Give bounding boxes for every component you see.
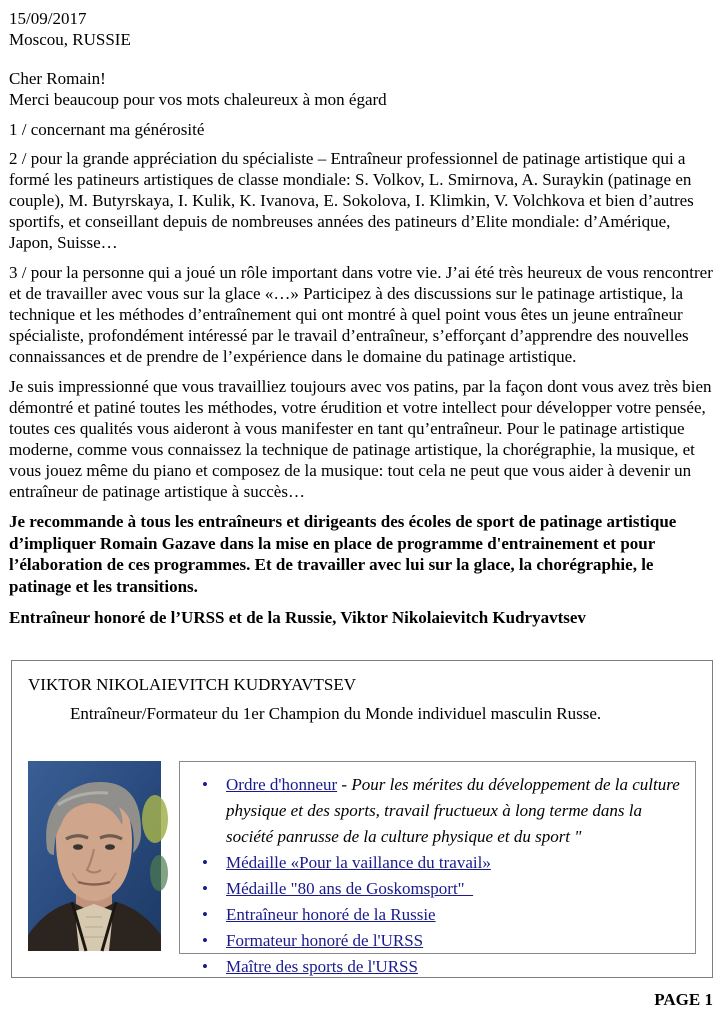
letter-location: Moscou, RUSSIE bbox=[9, 30, 131, 49]
salutation-block bbox=[9, 68, 714, 110]
bio-row bbox=[28, 761, 696, 976]
honor-link-entraineur-russie[interactable]: Entraîneur honoré de la Russie bbox=[226, 904, 436, 924]
honor-item-ordre bbox=[226, 772, 687, 850]
honor-link-medaille-vaillance[interactable]: Médaille «Pour la vaillance du travail» bbox=[226, 852, 491, 872]
letter-date: 15/09/2017 bbox=[9, 9, 87, 28]
page-number: PAGE 1 bbox=[654, 989, 713, 1009]
honor-link-medaille-goskomsport[interactable]: Médaille "80 ans de Goskomsport" bbox=[226, 878, 474, 898]
honor-link-formateur-urss[interactable]: Formateur honoré de l'URSS bbox=[226, 930, 424, 950]
salutation: Cher Romain! bbox=[9, 69, 106, 88]
honor-item-entraineur-russie bbox=[226, 902, 687, 928]
honor-link-maitre-sports[interactable]: Maître des sports de l'URSS bbox=[226, 956, 418, 976]
letter-header bbox=[9, 8, 714, 50]
recommendation-paragraph: Je recommande à tous les entraîneurs et dirigeants des écoles de sport de patinage artistique d’impliquer Romain Gazave dans la mise en place de programme d'entrainement et pour l’élaboration de ces programmes. Et de travailler avec lui sur la glace, la chorégraphie, le patinage et les transitions. bbox=[9, 512, 677, 596]
signature-line: Entraîneur honoré de l’URSS et de la Russie, Viktor Nikolaievitch Kudryavtsev bbox=[9, 608, 586, 627]
bio-subtitle: Entraîneur/Formateur du 1er Champion du Monde individuel masculin Russe. bbox=[70, 703, 602, 723]
honor-link-ordre[interactable]: Ordre d'honneur bbox=[226, 774, 338, 794]
honor-item-medaille-goskomsport bbox=[226, 876, 687, 902]
paragraph-impression: Je suis impressionné que vous travailliez toujours avec vos patins, par la façon dont vous avez très bien démontré et patiné toutes les méthodes, votre érudition et votre intellect pour développer votre pensée, toutes ces qualités vous aideront à vous manifester en tant qu’entraîneur. Pour le patinage artistique moderne, comme vous connaissez la technique de patinage artistique, la chorégraphie, la musique, et vous jouez même du piano et composez de la musique: tout cela ne peut que vous aider à devenir un entraîneur de patinage artistique à succès… bbox=[9, 377, 712, 501]
point-1: 1 / concernant ma générosité bbox=[9, 120, 205, 139]
honors-list bbox=[192, 772, 687, 980]
honor-item-maitre-sports bbox=[226, 954, 687, 980]
bio-title: VIKTOR NIKOLAIEVITCH KUDRYAVTSEV bbox=[28, 674, 357, 694]
honor-description: Pour les mérites du développement de la culture physique et des sports, travail fructueux à long terme dans la société panrusse de la culture physique et du sport " bbox=[226, 774, 680, 846]
point-2: 2 / pour la grande appréciation du spécialiste – Entraîneur professionnel de patinage artistique qui a formé les patineurs artistiques de classe mondiale: S. Volkov, L. Smirnova, A. Suraykin (patinage en couple), M. Butyrskaya, I. Kulik, K. Ivanova, E. Sokolova, I. Klimkin, V. Volchkova et bien d’autres sportifs, et conseillant depuis de nombreuses années des patineurs d’Elite mondiale: d’Amérique, Japon, Suisse… bbox=[9, 149, 694, 252]
honors-box bbox=[179, 761, 696, 976]
bio-box bbox=[11, 660, 713, 978]
portrait-photo bbox=[28, 761, 161, 951]
thanks-line: Merci beaucoup pour vos mots chaleureux à mon égard bbox=[9, 90, 387, 109]
point-3: 3 / pour la personne qui a joué un rôle important dans votre vie. J’ai été très heureux de vous rencontrer et de travailler avec vous sur la glace «…» Participez à des discussions sur le patinage artistique, la technique et les méthodes d’entraînement qui ont montré à quel point vous êtes un jeune entraîneur spécialiste, profondément intéressé par le travail d’entraîneur, s’efforçant d’apprendre des nouvelles connaissances et de prendre de l’expérience dans le domaine du patinage artistique. bbox=[9, 263, 713, 366]
honor-separator: - bbox=[337, 774, 352, 794]
honor-item-formateur-urss bbox=[226, 928, 687, 954]
portrait-illustration bbox=[28, 761, 161, 951]
honor-item-medaille-vaillance bbox=[226, 850, 687, 876]
